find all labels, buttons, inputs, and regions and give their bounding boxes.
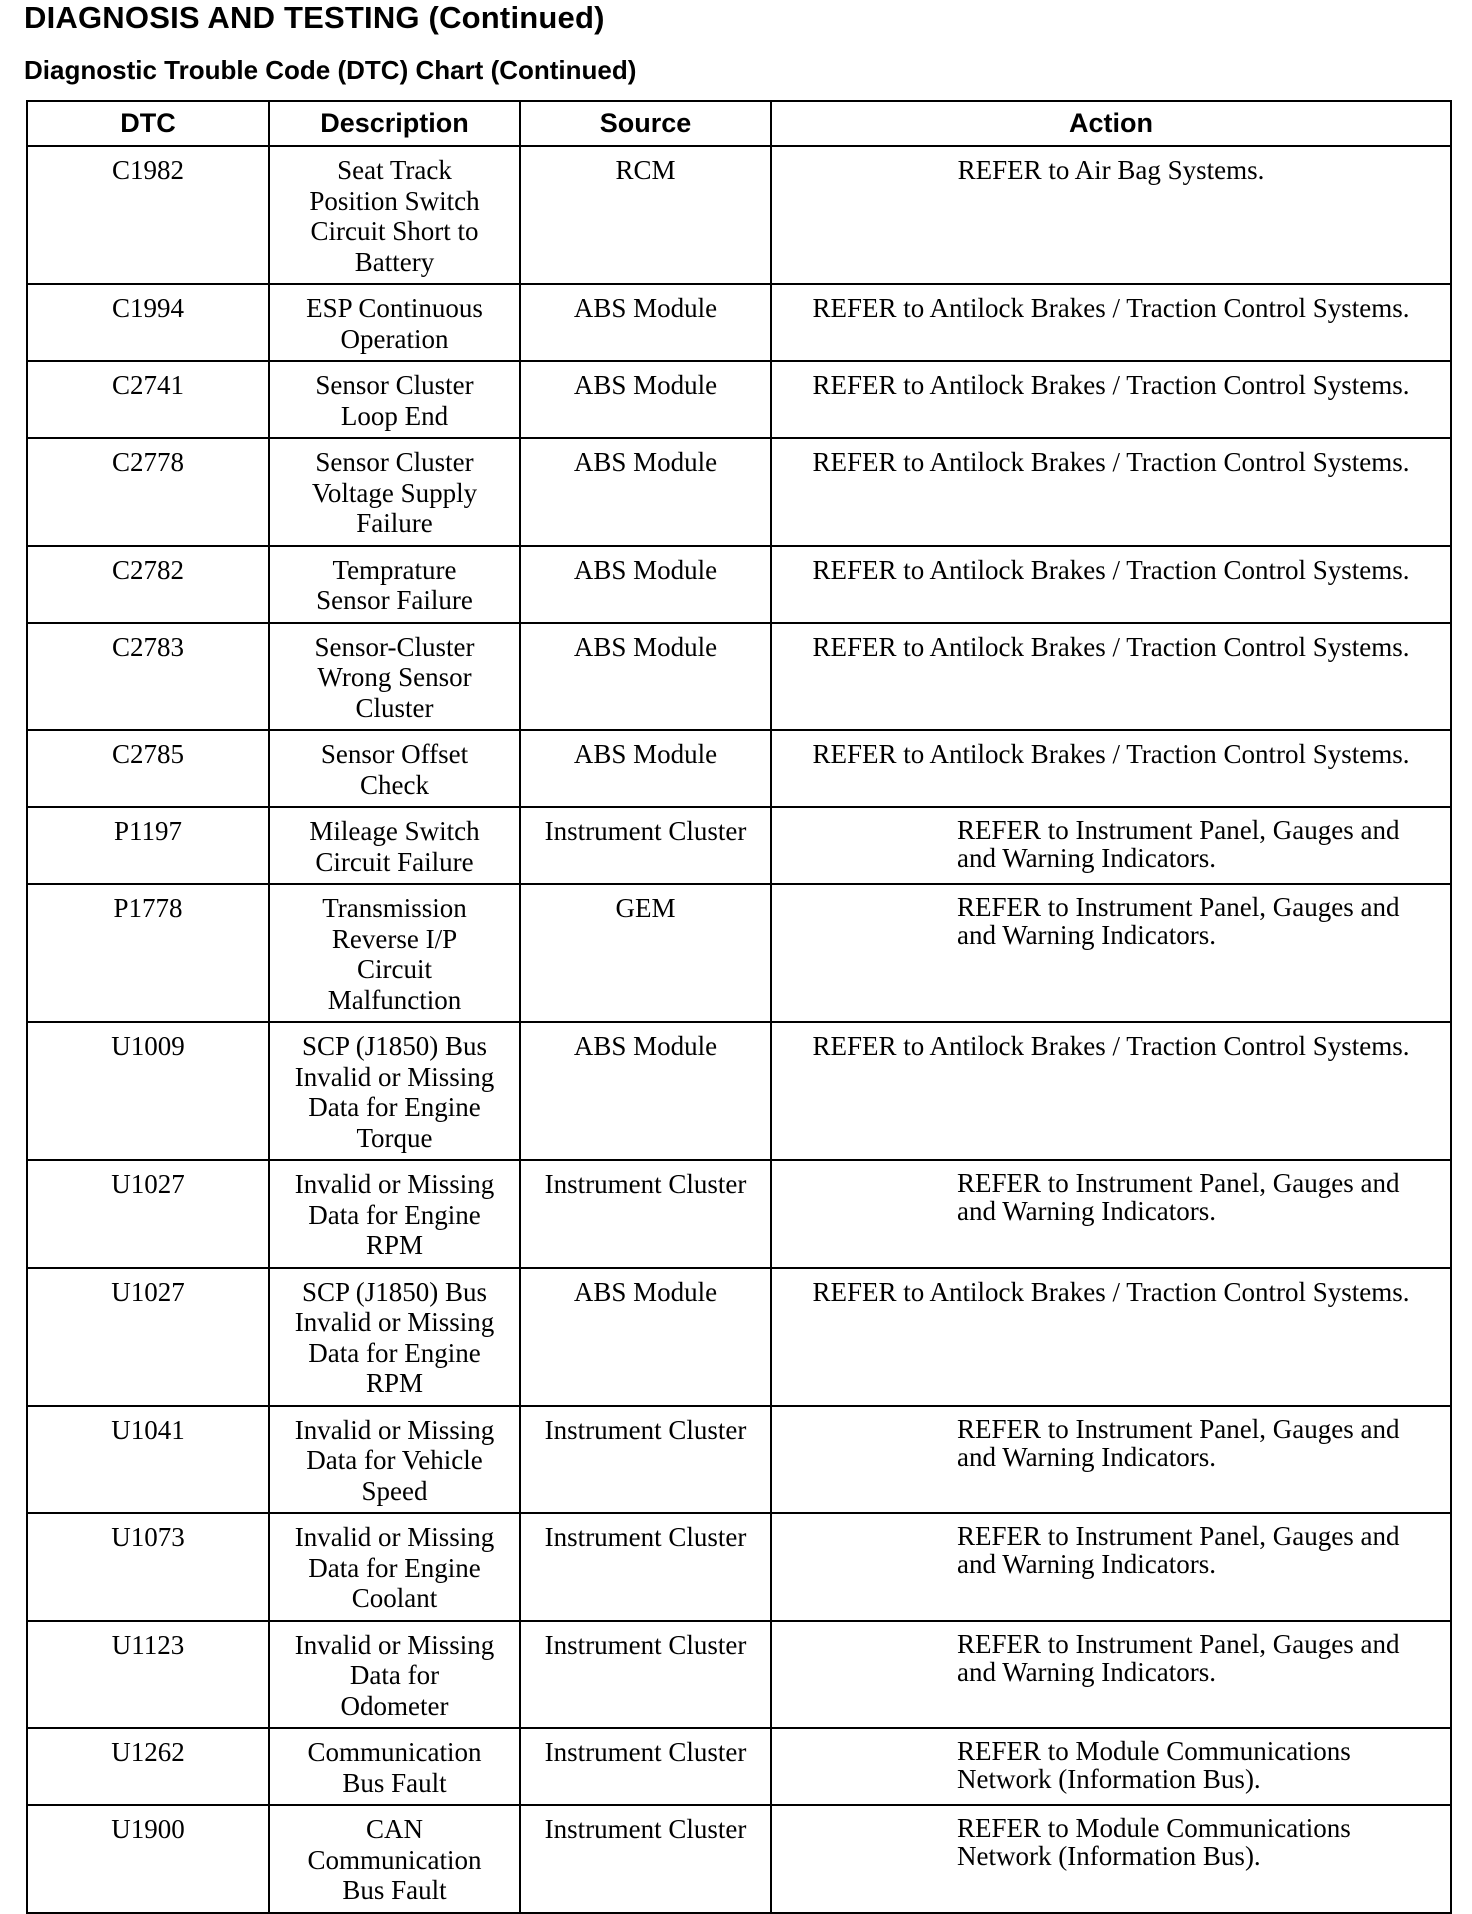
description-line: Cluster bbox=[355, 692, 434, 723]
source-module: ABS Module bbox=[573, 554, 718, 585]
description-cell bbox=[269, 1160, 520, 1268]
source-module: ABS Module bbox=[573, 447, 718, 477]
action-line: REFER to Antilock Brakes / Traction Control Systems. bbox=[812, 739, 1410, 769]
table-row bbox=[27, 438, 1451, 546]
action-line: REFER to Instrument Panel, Gauges and bbox=[957, 1168, 1400, 1198]
source-cell bbox=[520, 1621, 771, 1729]
dtc-code: U1027 bbox=[111, 1169, 185, 1199]
description-cell bbox=[269, 1728, 520, 1805]
dtc-code-cell bbox=[27, 146, 269, 284]
dtc-code: C2785 bbox=[111, 739, 184, 769]
description-line: Data for Engine bbox=[308, 1552, 481, 1583]
source-module: Instrument Cluster bbox=[544, 1169, 747, 1199]
dtc-code-cell bbox=[27, 1406, 269, 1514]
source-module: Instrument Cluster bbox=[544, 816, 747, 846]
dtc-table bbox=[26, 100, 1452, 1914]
description-line: Sensor Cluster bbox=[315, 370, 474, 400]
action-line: and Warning Indicators. bbox=[957, 920, 1217, 950]
table-row bbox=[27, 730, 1451, 807]
description-line: ESP Continuous bbox=[306, 293, 483, 323]
page-title: DIAGNOSIS AND TESTING (Continued) bbox=[24, 0, 605, 35]
table-row bbox=[27, 1805, 1451, 1913]
action-line: REFER to Air Bag Systems. bbox=[957, 155, 1265, 185]
dtc-code-cell bbox=[27, 1022, 269, 1160]
description-line: Invalid or Missing bbox=[294, 1061, 495, 1092]
source-cell bbox=[520, 1513, 771, 1621]
table-row bbox=[27, 361, 1451, 438]
source-cell bbox=[520, 1268, 771, 1406]
source-module: ABS Module bbox=[573, 370, 718, 400]
table-row bbox=[27, 546, 1451, 623]
source-cell bbox=[520, 1805, 771, 1913]
source-module: Instrument Cluster bbox=[544, 1414, 747, 1445]
table-row bbox=[27, 146, 1451, 284]
description-cell bbox=[269, 146, 520, 284]
description-line: Check bbox=[360, 769, 429, 800]
column-header-dtc: DTC bbox=[27, 101, 269, 146]
action-cell bbox=[771, 807, 1451, 884]
description-line: Circuit Short to bbox=[310, 216, 479, 246]
dtc-code-cell bbox=[27, 1728, 269, 1805]
dtc-code-cell bbox=[27, 361, 269, 438]
description-cell bbox=[269, 284, 520, 361]
source-cell bbox=[520, 284, 771, 361]
description-cell bbox=[269, 546, 520, 623]
dtc-code: C2783 bbox=[111, 631, 184, 662]
source-module: ABS Module bbox=[573, 1031, 718, 1061]
description-line: Torque bbox=[356, 1122, 433, 1153]
description-line: Malfunction bbox=[327, 984, 462, 1015]
source-module: ABS Module bbox=[573, 631, 718, 662]
description-line: Reverse I/P bbox=[331, 923, 458, 954]
description-line: Position Switch bbox=[309, 185, 480, 216]
description-line: Loop End bbox=[340, 400, 449, 431]
description-line: Sensor Cluster bbox=[315, 447, 474, 477]
description-line: Coolant bbox=[351, 1583, 438, 1613]
description-line: Data for Engine bbox=[308, 1337, 481, 1368]
action-cell bbox=[771, 884, 1451, 1022]
source-cell bbox=[520, 1022, 771, 1160]
action-line: REFER to Antilock Brakes / Traction Control Systems. bbox=[812, 447, 1410, 477]
dtc-code-cell bbox=[27, 623, 269, 731]
dtc-code-cell bbox=[27, 1621, 269, 1729]
description-cell bbox=[269, 730, 520, 807]
source-cell bbox=[520, 730, 771, 807]
table-row bbox=[27, 1268, 1451, 1406]
description-cell bbox=[269, 1805, 520, 1913]
action-line: and Warning Indicators. bbox=[957, 1196, 1217, 1226]
action-line: and Warning Indicators. bbox=[957, 1656, 1217, 1687]
dtc-code: C2778 bbox=[111, 447, 184, 477]
source-cell bbox=[520, 1160, 771, 1268]
description-line: Invalid or Missing bbox=[294, 1307, 495, 1337]
dtc-code-cell bbox=[27, 884, 269, 1022]
description-line: Odometer bbox=[340, 1690, 449, 1721]
table-row bbox=[27, 1621, 1451, 1729]
action-cell bbox=[771, 623, 1451, 731]
action-line: Network (Information Bus). bbox=[957, 1764, 1261, 1794]
action-line: REFER to Module Communications bbox=[957, 1736, 1351, 1766]
table-header-row bbox=[27, 101, 1451, 146]
source-cell bbox=[520, 1406, 771, 1514]
dtc-code: C2741 bbox=[111, 370, 184, 400]
description-line: Speed bbox=[361, 1475, 428, 1506]
source-cell bbox=[520, 623, 771, 731]
dtc-code: U1041 bbox=[111, 1414, 185, 1445]
action-line: and Warning Indicators. bbox=[957, 1441, 1217, 1472]
description-line: Circuit Failure bbox=[315, 846, 474, 877]
description-line: Circuit bbox=[357, 954, 432, 984]
description-line: Sensor Offset bbox=[320, 739, 469, 769]
dtc-code: U1073 bbox=[111, 1522, 185, 1552]
action-cell bbox=[771, 1621, 1451, 1729]
table-row bbox=[27, 807, 1451, 884]
description-cell bbox=[269, 361, 520, 438]
dtc-code: C1994 bbox=[111, 293, 184, 323]
description-line: Sensor Failure bbox=[316, 585, 473, 615]
description-line: Communication bbox=[307, 1737, 482, 1767]
description-line: RPM bbox=[365, 1368, 424, 1398]
action-cell bbox=[771, 438, 1451, 546]
description-line: Sensor-Cluster bbox=[314, 631, 475, 662]
description-line: Seat Track bbox=[337, 155, 452, 185]
table-body bbox=[27, 146, 1451, 1913]
source-cell bbox=[520, 1728, 771, 1805]
table-row bbox=[27, 1160, 1451, 1268]
source-module: ABS Module bbox=[573, 293, 718, 323]
action-cell bbox=[771, 361, 1451, 438]
action-cell bbox=[771, 284, 1451, 361]
dtc-code-cell bbox=[27, 1160, 269, 1268]
description-cell bbox=[269, 623, 520, 731]
dtc-code-cell bbox=[27, 730, 269, 807]
dtc-code: U1900 bbox=[111, 1814, 185, 1844]
dtc-code-cell bbox=[27, 546, 269, 623]
description-line: Voltage Supply bbox=[311, 477, 478, 508]
action-cell bbox=[771, 1022, 1451, 1160]
description-cell bbox=[269, 884, 520, 1022]
source-cell bbox=[520, 361, 771, 438]
action-line: and Warning Indicators. bbox=[957, 843, 1217, 873]
column-header-action: Action bbox=[771, 101, 1451, 146]
dtc-code-cell bbox=[27, 807, 269, 884]
action-line: REFER to Instrument Panel, Gauges and bbox=[957, 815, 1400, 845]
action-line: REFER to Antilock Brakes / Traction Control Systems. bbox=[812, 631, 1410, 662]
description-line: Wrong Sensor bbox=[317, 662, 472, 692]
description-line: Invalid or Missing bbox=[294, 1169, 495, 1199]
dtc-code-cell bbox=[27, 1513, 269, 1621]
source-module: RCM bbox=[615, 155, 676, 185]
description-line: RPM bbox=[365, 1230, 424, 1260]
description-line: Bus Fault bbox=[342, 1767, 447, 1798]
source-module: Instrument Cluster bbox=[544, 1737, 747, 1767]
dtc-code: C2782 bbox=[111, 554, 184, 585]
dtc-code: U1262 bbox=[111, 1737, 185, 1767]
dtc-code: C1982 bbox=[111, 155, 184, 185]
action-line: REFER to Antilock Brakes / Traction Control Systems. bbox=[812, 1276, 1410, 1307]
action-line: REFER to Antilock Brakes / Traction Control Systems. bbox=[812, 293, 1410, 323]
action-cell bbox=[771, 1728, 1451, 1805]
action-cell bbox=[771, 1160, 1451, 1268]
dtc-code-cell bbox=[27, 1268, 269, 1406]
description-line: Battery bbox=[354, 246, 435, 277]
dtc-code: U1123 bbox=[111, 1629, 185, 1660]
action-cell bbox=[771, 1406, 1451, 1514]
description-line: Communication bbox=[307, 1844, 482, 1875]
description-cell bbox=[269, 1022, 520, 1160]
chart-title: Diagnostic Trouble Code (DTC) Chart (Continued) bbox=[24, 55, 637, 85]
source-cell bbox=[520, 807, 771, 884]
description-line: Invalid or Missing bbox=[294, 1522, 495, 1552]
dtc-code-cell bbox=[27, 438, 269, 546]
table-row bbox=[27, 1728, 1451, 1805]
source-module: Instrument Cluster bbox=[544, 1814, 747, 1844]
source-module: Instrument Cluster bbox=[544, 1629, 747, 1660]
action-line: Network (Information Bus). bbox=[957, 1841, 1261, 1871]
action-line: REFER to Module Communications bbox=[957, 1813, 1351, 1843]
dtc-code: P1197 bbox=[113, 816, 182, 846]
description-line: Temprature bbox=[332, 554, 457, 585]
column-header-source: Source bbox=[520, 101, 771, 146]
description-line: Data for Engine bbox=[308, 1092, 481, 1122]
action-line: REFER to Antilock Brakes / Traction Control Systems. bbox=[812, 370, 1410, 400]
action-line: REFER to Instrument Panel, Gauges and bbox=[957, 1628, 1400, 1659]
dtc-code: U1009 bbox=[111, 1031, 185, 1061]
source-module: Instrument Cluster bbox=[544, 1522, 747, 1552]
table-row bbox=[27, 1513, 1451, 1621]
dtc-code: U1027 bbox=[111, 1276, 185, 1307]
action-line: REFER to Antilock Brakes / Traction Control Systems. bbox=[812, 1031, 1410, 1061]
description-cell bbox=[269, 1406, 520, 1514]
description-line: Transmission bbox=[322, 893, 467, 923]
description-line: Data for Vehicle bbox=[306, 1445, 483, 1475]
description-line: SCP (J1850) Bus bbox=[301, 1031, 488, 1061]
description-cell bbox=[269, 438, 520, 546]
action-cell bbox=[771, 730, 1451, 807]
source-cell bbox=[520, 546, 771, 623]
source-module: ABS Module bbox=[573, 739, 718, 769]
description-line: Mileage Switch bbox=[309, 816, 480, 846]
action-line: and Warning Indicators. bbox=[957, 1549, 1217, 1579]
table-row bbox=[27, 1406, 1451, 1514]
description-line: Operation bbox=[340, 323, 449, 354]
dtc-code-cell bbox=[27, 284, 269, 361]
description-cell bbox=[269, 1621, 520, 1729]
action-cell bbox=[771, 546, 1451, 623]
description-cell bbox=[269, 807, 520, 884]
table-row bbox=[27, 623, 1451, 731]
description-line: Bus Fault bbox=[342, 1875, 447, 1905]
description-line: Invalid or Missing bbox=[294, 1414, 495, 1445]
action-cell bbox=[771, 1513, 1451, 1621]
description-line: Invalid or Missing bbox=[294, 1629, 495, 1660]
dtc-code-cell bbox=[27, 1805, 269, 1913]
source-cell bbox=[520, 884, 771, 1022]
source-module: GEM bbox=[615, 893, 676, 923]
action-line: REFER to Instrument Panel, Gauges and bbox=[957, 1413, 1400, 1444]
description-cell bbox=[269, 1268, 520, 1406]
dtc-code: P1778 bbox=[113, 893, 183, 923]
action-cell bbox=[771, 1268, 1451, 1406]
action-line: REFER to Instrument Panel, Gauges and bbox=[957, 1521, 1400, 1551]
table-row bbox=[27, 284, 1451, 361]
action-line: REFER to Antilock Brakes / Traction Control Systems. bbox=[812, 554, 1410, 585]
description-cell bbox=[269, 1513, 520, 1621]
column-header-description: Description bbox=[269, 101, 520, 146]
table-row bbox=[27, 1022, 1451, 1160]
table-row bbox=[27, 884, 1451, 1022]
action-cell bbox=[771, 146, 1451, 284]
description-line: CAN bbox=[365, 1814, 423, 1844]
description-line: Data for bbox=[349, 1660, 440, 1690]
description-line: Data for Engine bbox=[308, 1199, 481, 1230]
description-line: SCP (J1850) Bus bbox=[301, 1276, 488, 1307]
source-module: ABS Module bbox=[573, 1276, 718, 1307]
source-cell bbox=[520, 438, 771, 546]
description-line: Failure bbox=[356, 508, 433, 538]
action-line: REFER to Instrument Panel, Gauges and bbox=[957, 892, 1400, 922]
action-cell bbox=[771, 1805, 1451, 1913]
source-cell bbox=[520, 146, 771, 284]
